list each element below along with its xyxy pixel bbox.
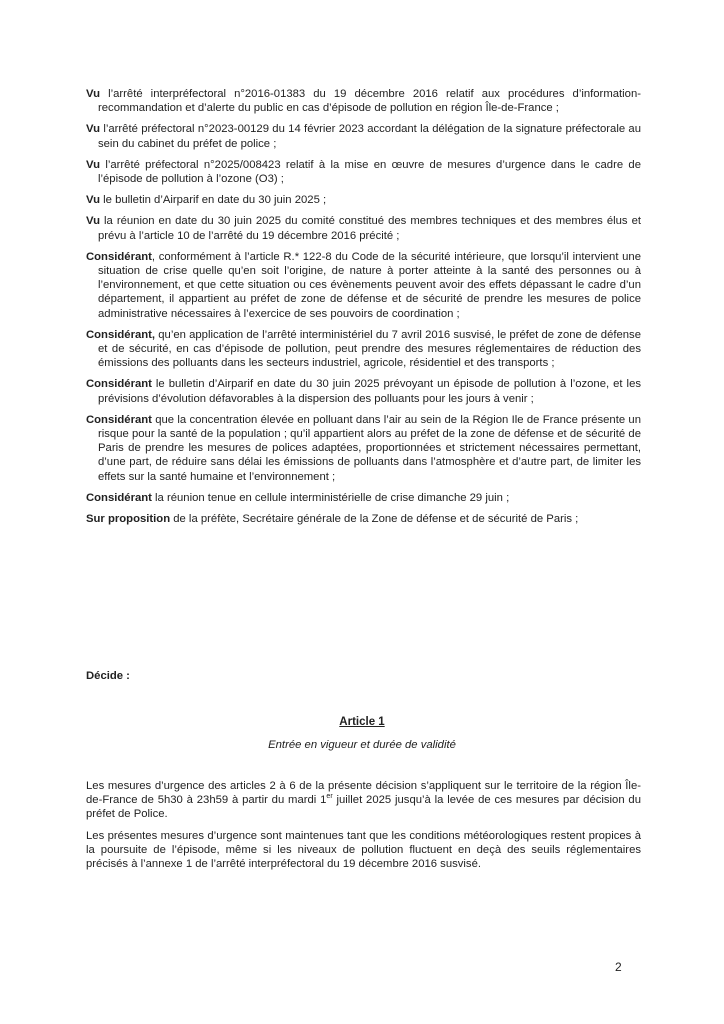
article-paragraph-1-end: juillet 2025 jusqu’à la levée de ces mesures par décision du préfet de Police. — [86, 794, 641, 821]
consideration-paragraph — [86, 158, 641, 186]
consideration-lead: Sur proposition — [86, 513, 171, 526]
consideration-paragraph — [86, 328, 641, 371]
consideration-text: de la préfète, Secrétaire générale de la Zone de défense et de sécurité de Paris ; — [170, 513, 579, 526]
consideration-text: l’arrêté interpréfectoral n°2016-01383 du 19 décembre 2016 relatif aux procédures d’information-recommandation et d’alerte du public en cas d’épisode de pollution en région Île-de-France ; — [98, 88, 641, 115]
consideration-paragraph — [86, 250, 641, 321]
consideration-paragraph — [86, 193, 641, 207]
article-body — [86, 779, 641, 878]
consideration-lead: Vu — [86, 215, 101, 228]
consideration-text: qu’en application de l’arrêté interministériel du 7 avril 2016 susvisé, le préfet de zone de défense et de sécurité, en cas d’épisode de pollution, peut prendre des mesures réglementaires de réduction des émissions des polluants dans les secteurs industriel, agricole, résidentiel et des transports ; — [98, 328, 641, 370]
decide-label: Décide : — [86, 670, 130, 682]
consideration-paragraph — [86, 214, 641, 242]
page-number: 2 — [615, 960, 622, 974]
consideration-text: , conformément à l’article R.* 122-8 du Code de la sécurité intérieure, que lorsqu’il intervient une situation de crise quelle qu’en soit l’origine, de nature à porter atteinte à la santé des personnes ou à l’environnement, et que cette situation ou ces évènements peuvent avoir des effets dépassant le cadre d’un département, il appartient au préfet de zone de défense et de sécurité de prendre les mesures de police administrative nécessaires à l’exercice de ses pouvoirs de coordination ; — [98, 250, 641, 320]
consideration-text: la réunion tenue en cellule interministérielle de crise dimanche 29 juin ; — [151, 491, 510, 504]
consideration-paragraph — [86, 491, 641, 505]
article-title — [0, 716, 724, 728]
consideration-paragraph — [86, 122, 641, 150]
article-title-text: Article 1 — [339, 716, 385, 728]
consideration-text: le bulletin d’Airparif en date du 30 juin 2025 prévoyant un épisode de pollution à l’ozone, et les prévisions d’évolution défavorables à la dispersion des polluants pour les jours à venir ; — [98, 378, 641, 405]
article-paragraph-2: Les présentes mesures d’urgence sont maintenues tant que les conditions météorologiques restent propices à la poursuite de l’épisode, même si les niveaux de pollution fluctuent en deçà des seuils réglementaires précisés à l’annexe 1 de l’arrêté interpréfectoral du 19 décembre 2016 susvisé. — [86, 829, 641, 871]
consideration-lead: Vu — [86, 88, 101, 100]
article-paragraph-1 — [86, 779, 641, 822]
consideration-lead: Considérant — [86, 491, 152, 504]
consideration-lead: Considérant, — [86, 328, 156, 341]
consideration-paragraph — [86, 413, 641, 484]
considerations-block — [86, 87, 641, 533]
ordinal-superscript: er — [326, 793, 333, 801]
consideration-paragraph — [86, 87, 641, 115]
consideration-text: l’arrêté préfectoral n°2025/008423 relatif à la mise en œuvre de mesures d’urgence dans le cadre de l’épisode de pollution à l’ozone (O3) ; — [98, 158, 641, 186]
consideration-lead: Vu — [86, 194, 101, 207]
consideration-text: que la concentration élevée en polluant dans l’air au sein de la Région Ile de France présente un risque pour la santé de la population ; qu’il appartient alors au préfet de la zone de défense et de sécurité de Paris de prendre les mesures de polices adaptées, proportionnées et strictement nécessaires permettant, d’une part, de réduire sans délai les émissions de polluants dans l’atmosphère et d’autre part, de limiter les effets sur la santé humaine et l’environnement ; — [98, 413, 641, 483]
consideration-lead: Considérant — [86, 378, 152, 391]
consideration-paragraph — [86, 377, 641, 405]
consideration-paragraph — [86, 512, 641, 526]
article-subtitle: Entrée en vigueur et durée de validité — [268, 739, 456, 751]
consideration-text: la réunion en date du 30 juin 2025 du comité constitué des membres techniques et des membres élus et prévu à l’article 10 de l’arrêté du 19 décembre 2016 précité ; — [98, 215, 641, 242]
consideration-lead: Vu — [86, 123, 101, 136]
consideration-text: le bulletin d’Airparif en date du 30 juin 2025 ; — [100, 194, 327, 207]
consideration-lead: Considérant — [86, 413, 152, 426]
article-paragraph-1-start: Les mesures d’urgence des articles 2 à 6 de la présente décision s’appliquent sur le territoire de la région Île-de-France de 5h30 à 23h59 à partir du mardi 1 — [86, 780, 641, 807]
consideration-text: l’arrêté préfectoral n°2023-00129 du 14 février 2023 accordant la délégation de la signature préfectorale au sein du cabinet du préfet de police ; — [98, 123, 641, 150]
consideration-lead: Vu — [86, 158, 101, 171]
consideration-lead: Considérant — [86, 250, 152, 263]
